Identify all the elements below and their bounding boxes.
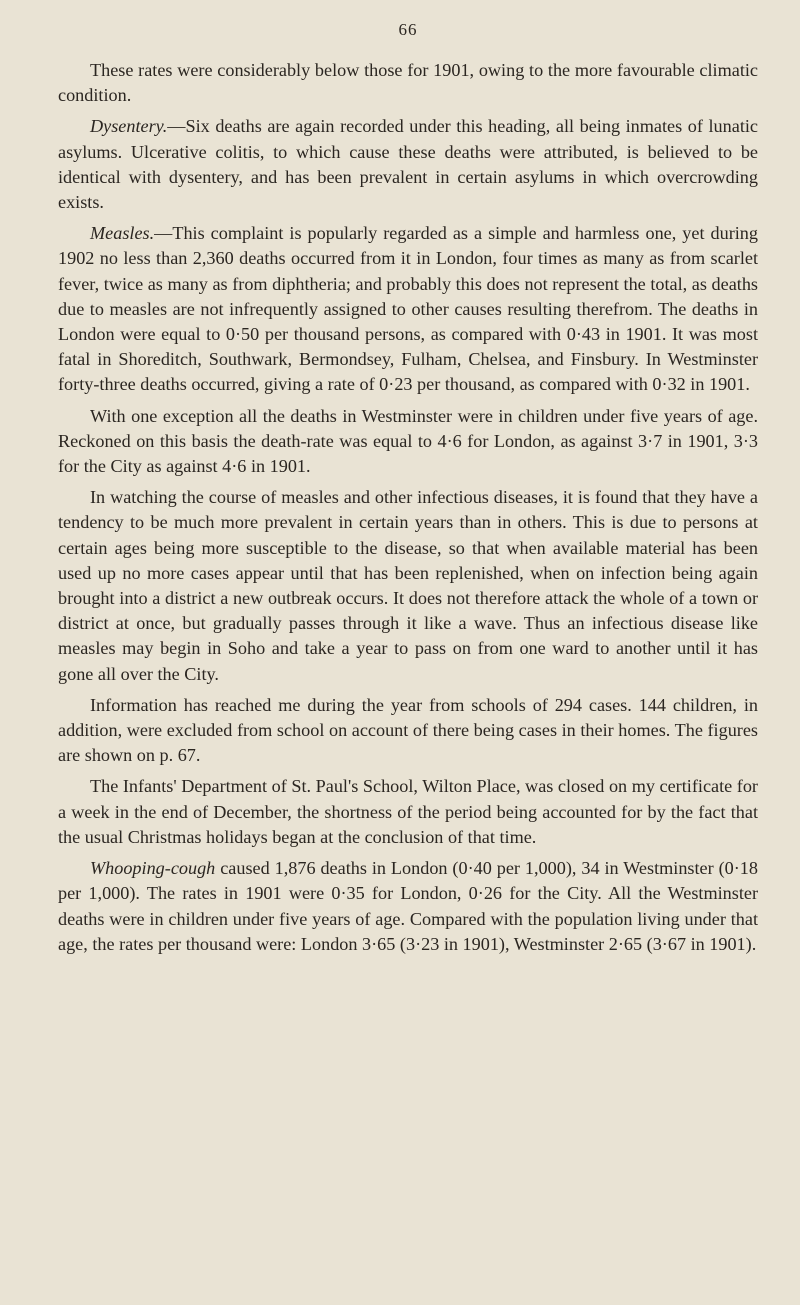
paragraph-text: caused 1,876 deaths in London (0·40 per 1,000), 34 in Westminster (0·18 per 1,000). The rates in 1901 were 0·35 for London, 0·26 for the City. All the Westminster deaths were in children under five years of age. Compared with the population living under that age, the rates per thousand were: London 3·65 (3·23 in 1901), Westminster 2·65 (3·67 in 1901).	[58, 858, 758, 954]
paragraph-school-cases	[58, 693, 758, 769]
paragraph-text: —Six deaths are again recorded under this heading, all being inmates of lunatic asylums. Ulcerative colitis, to which cause these deaths were attributed, is believed to be identical with dysentery, and has been prevalent in certain asylums in which overcrowding exists.	[58, 116, 758, 213]
paragraph-text: In watching the course of measles and other infectious diseases, it is found that they have a tendency to be much more prevalent in certain years than in others. This is due to persons at certain ages being more susceptible to the disease, so that when available material has been used up no more cases appear until that has been replenished, when on infection being again brought into a district a new outbreak occurs. It does not therefore attack the whole of a town or district at once, but gradually passes through it like a wave. Thus an infectious disease like measles may begin in Soho and take a year to pass on from one ward to another until it has gone all over the City.	[58, 487, 758, 684]
paragraph-text: The Infants' Department of St. Paul's School, Wilton Place, was closed on my certificate for a week in the end of December, the shortness of the period being accounted for by the fact that the usual Christmas holidays began at the conclusion of that time.	[58, 776, 758, 847]
paragraph-lead: Measles.	[90, 223, 155, 244]
paragraph-lead: Whooping-cough	[90, 858, 216, 879]
paragraph-text: These rates were considerably below those for 1901, owing to the more favourable climatic condition.	[58, 60, 758, 106]
paragraph-lead: Dysentery.	[90, 116, 168, 137]
paragraph-rates-below-1901	[58, 58, 758, 108]
paragraph-text: With one exception all the deaths in Westminster were in children under five years of age. Reckoned on this basis the death-rate was equal to 4·6 for London, as against 3·7 in 1901, 3·3 for the City as against 4·6 in 1901.	[58, 405, 758, 477]
paragraph-measles	[58, 221, 758, 397]
paragraph-text: Information has reached me during the year from schools of 294 cases. 144 children, in addition, were excluded from school on account of there being cases in their homes. The figures are shown on p. 67.	[58, 694, 758, 766]
page-number: 66	[398, 20, 418, 39]
paragraph-text: —This complaint is popularly regarded as a simple and harmless one, yet during 1902 no less than 2,360 deaths occurred from it in London, four times as many as from scarlet fever, twice as many as from diphtheria; and probably this does not represent the total, as deaths due to measles are not infrequently assigned to other causes resulting therefrom. The deaths in London were equal to 0·50 per thousand persons, as compared with 0·43 in 1901. It was most fatal in Shoreditch, Southwark, Bermondsey, Fulham, Chelsea, and Finsbury. In Westminster forty-three deaths occurred, giving a rate of 0·23 per thousand, as compared with 0·32 in 1901.	[58, 223, 758, 395]
paragraph-infectious-waves	[58, 485, 758, 687]
paragraph-westminster-children	[58, 404, 758, 480]
paragraph-whooping-cough	[58, 856, 758, 957]
body-text	[58, 58, 758, 957]
paragraph-dysentery	[58, 114, 758, 215]
paragraph-st-pauls-school	[58, 774, 758, 850]
